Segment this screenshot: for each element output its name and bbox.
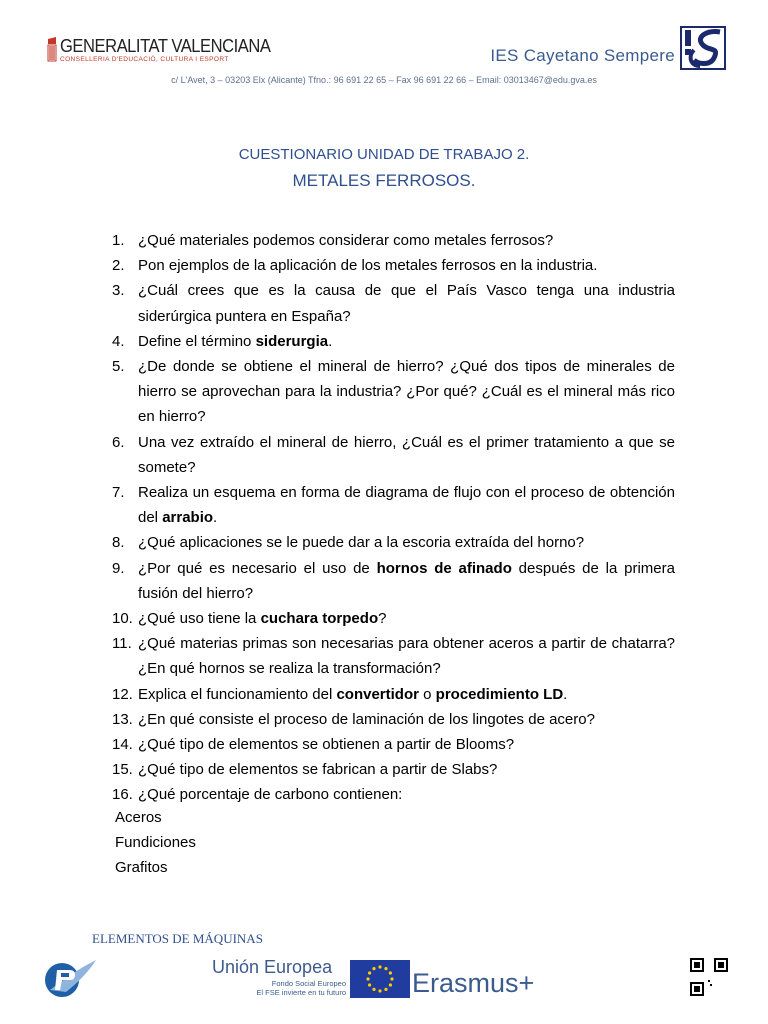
eu-star-icon bbox=[389, 971, 392, 974]
question-number: 4. bbox=[112, 332, 125, 350]
question-keyword: convertidor bbox=[336, 685, 419, 703]
eu-star-icon bbox=[390, 977, 393, 980]
question-number: 7. bbox=[112, 484, 125, 502]
fse-logo-icon bbox=[42, 954, 98, 1000]
question-keyword: hornos de afinado bbox=[376, 559, 512, 577]
question-text: . bbox=[213, 509, 218, 527]
eu-star-icon bbox=[378, 989, 381, 992]
question-item bbox=[112, 732, 675, 757]
question-keyword: arrabio bbox=[162, 509, 214, 527]
question-item bbox=[112, 707, 675, 732]
eu-star-icon bbox=[366, 977, 369, 980]
question-keyword: siderurgia bbox=[255, 332, 329, 350]
question-text: ¿Qué uso tiene la bbox=[138, 610, 261, 628]
question-item bbox=[112, 757, 675, 782]
eu-star-icon bbox=[372, 988, 375, 991]
question-text: . bbox=[563, 685, 568, 703]
answer-item: Grafitos bbox=[115, 859, 168, 877]
document-subtitle: METALES FERROSOS. bbox=[292, 171, 476, 190]
question-text: Realiza un esquema en forma de diagrama de flujo con el proceso de obtención del bbox=[138, 484, 675, 527]
question-number: 15. bbox=[112, 761, 133, 779]
question-item bbox=[112, 480, 675, 530]
answer-options bbox=[115, 805, 196, 881]
question-number: 14. bbox=[112, 736, 133, 754]
qr-code-icon bbox=[690, 958, 728, 996]
question-item bbox=[112, 228, 675, 253]
eu-fund-line: Fondo Social Europeo bbox=[271, 979, 346, 988]
question-number: 8. bbox=[112, 534, 125, 552]
question-item bbox=[112, 556, 675, 606]
question-text: Explica el funcionamiento del bbox=[138, 685, 337, 703]
subject-name: ELEMENTOS DE MÁQUINAS bbox=[92, 931, 263, 946]
generalitat-subtitle: CONSELLERIA D'EDUCACIÓ, CULTURA I ESPORT bbox=[60, 56, 229, 63]
question-item bbox=[112, 278, 675, 328]
question-number: 10. bbox=[112, 610, 133, 628]
question-text: ¿Qué materiales podemos considerar como metales ferrosos? bbox=[138, 232, 554, 249]
question-item bbox=[112, 253, 675, 278]
question-item bbox=[112, 430, 675, 480]
question-number: 13. bbox=[112, 710, 133, 728]
eu-star-icon bbox=[372, 967, 375, 970]
question-text: ¿Qué tipo de elementos se fabrican a partir de Slabs? bbox=[138, 761, 498, 779]
question-number: 3. bbox=[112, 282, 125, 300]
ies-logo-icon bbox=[680, 26, 726, 70]
generalitat-name: GENERALITAT VALENCIANA bbox=[60, 36, 271, 56]
question-text: Pon ejemplos de la aplicación de los metales ferrosos en la industria. bbox=[138, 257, 598, 275]
question-number: 6. bbox=[112, 433, 125, 451]
question-text: ? bbox=[378, 610, 387, 628]
erasmus-label: Erasmus+ bbox=[412, 968, 535, 998]
question-list bbox=[112, 228, 675, 808]
question-item bbox=[112, 606, 675, 631]
question-item bbox=[112, 354, 675, 430]
question-number: 11. bbox=[112, 635, 132, 653]
answer-item: Fundiciones bbox=[115, 834, 196, 852]
question-text: . bbox=[328, 332, 333, 350]
eu-star-icon bbox=[378, 965, 381, 968]
answer-item: Aceros bbox=[115, 809, 162, 826]
school-name: IES Cayetano Sempere bbox=[490, 46, 675, 65]
question-text: después de la primera fusión del hierro? bbox=[138, 559, 675, 602]
document-title: CUESTIONARIO UNIDAD DE TRABAJO 2. bbox=[238, 146, 530, 163]
question-number: 12. bbox=[112, 685, 133, 703]
eu-flag-icon bbox=[350, 960, 410, 998]
eu-star-icon bbox=[384, 988, 387, 991]
question-text: Una vez extraído el mineral de hierro, ¿Cuál es el primer tratamiento a que se somete? bbox=[138, 433, 675, 476]
eu-star-icon bbox=[368, 971, 371, 974]
eu-star-icon bbox=[368, 983, 371, 986]
school-address: c/ L'Avet, 3 – 03203 Elx (Alicante) Tfno.: 96 691 22 65 – Fax 96 691 22 66 – Email: 03013467@edu.gva.es bbox=[171, 75, 597, 85]
eu-slogan-line: El FSE invierte en tu futuro bbox=[256, 988, 346, 997]
question-text: Define el término bbox=[138, 332, 256, 350]
question-number: 5. bbox=[112, 358, 125, 376]
question-text: o bbox=[418, 685, 436, 703]
question-keyword: cuchara torpedo bbox=[260, 610, 379, 628]
question-text: ¿En qué consiste el proceso de laminación de los lingotes de acero? bbox=[138, 710, 595, 728]
question-text: ¿De donde se obtiene el mineral de hierro? ¿Qué dos tipos de minerales de hierro se aprovechan para la industria? ¿Por qué? ¿Cuál es el mineral más rico en hierro? bbox=[138, 358, 675, 426]
question-item bbox=[112, 329, 675, 354]
question-text: ¿Cuál crees que es la causa de que el País Vasco tenga una industria siderúrgica puntera en España? bbox=[138, 282, 675, 325]
question-text: ¿Qué tipo de elementos se obtienen a partir de Blooms? bbox=[138, 736, 515, 754]
question-item bbox=[112, 631, 675, 681]
question-number: 9. bbox=[112, 559, 125, 577]
question-item bbox=[112, 782, 675, 807]
question-text: ¿Qué porcentaje de carbono contienen: bbox=[138, 786, 403, 804]
eu-title: Unión Europea bbox=[212, 957, 333, 977]
question-item bbox=[112, 530, 675, 555]
eu-star-icon bbox=[384, 967, 387, 970]
question-keyword: procedimiento LD bbox=[435, 685, 564, 703]
eu-star-icon bbox=[389, 983, 392, 986]
question-text: ¿Qué aplicaciones se le puede dar a la escoria extraída del horno? bbox=[138, 534, 585, 552]
question-number: 2. bbox=[112, 257, 125, 275]
question-text: ¿Qué materias primas son necesarias para obtener aceros a partir de chatarra? ¿En qué hornos se realiza la transformación? bbox=[138, 635, 675, 678]
question-text: ¿Por qué es necesario el uso de bbox=[138, 559, 377, 577]
question-number: 16. bbox=[112, 786, 133, 804]
question-number: 1. bbox=[112, 232, 125, 249]
question-item bbox=[112, 682, 675, 707]
